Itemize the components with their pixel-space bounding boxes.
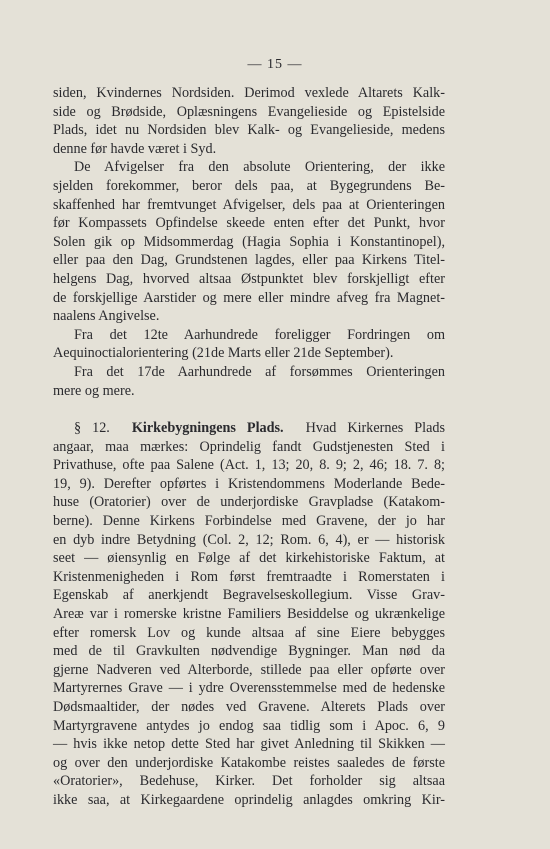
text-line: huse (Oratorier) over de underjordiske Gravpladse (Katakom-	[53, 494, 445, 511]
text-line: naalens Angivelse.	[53, 308, 160, 325]
text-line: de forskjellige Aarstider og mere eller mindre afveg fra Magnet-	[53, 289, 445, 306]
body-text	[53, 84, 445, 810]
page-number: — 15 —	[247, 57, 303, 72]
text-line: sjelden forekommer, beror dels paa, at Bygegrundens Be-	[53, 177, 445, 194]
text-line: siden, Kvindernes Nordsiden. Derimod vexlede Altarets Kalk-	[53, 85, 445, 101]
text-line: De Afvigelser fra den absolute Orientering, der ikke	[74, 159, 445, 176]
text-line: Aequinoctialorientering (21de Marts eller 21de September).	[53, 345, 394, 362]
text-line: Privathuse, ofte paa Salene (Act. 1, 13; 20, 8. 9; 2, 46; 18. 7. 8;	[53, 457, 445, 474]
text-line: Fra det 12te Aarhundrede foreligger Fordringen om	[74, 326, 445, 343]
text-line: denne før havde været i Syd.	[53, 140, 217, 157]
text-line: Fra det 17de Aarhundrede af forsømmes Orienteringen	[74, 363, 445, 380]
text-line: ikke saa, at Kirkegaardene oprindelig anlagdes omkring Kir-	[53, 791, 445, 808]
text-line: Martyrgravene antydes jo endog saa tidlig som i Apoc. 6, 9	[53, 717, 445, 734]
section-number: § 12.	[74, 420, 110, 437]
text-line: seet — øiensynlig en Følge af det kirkehistoriske Faktum, at	[53, 550, 445, 567]
text-line: gjerne Nadveren ved Alterborde, stillede paa eller opførte over	[53, 661, 445, 678]
text-line: berne). Denne Kirkens Forbindelse med Gravene, der jo har	[53, 513, 445, 530]
text-line: — hvis ikke netop dette Sted har givet Anledning til Skikken —	[53, 736, 445, 753]
section-heading: Kirkebygningens Plads.	[131, 420, 284, 437]
text-line: 19, 9). Derefter opførtes i Kristendommens Moderlande Bede-	[53, 475, 445, 492]
text-line: med de til Gravkulten nødvendige Bygninger. Man nød da	[53, 643, 445, 660]
text-line: efter romersk Lov og kunde altsaa af sine Eiere bebygges	[53, 624, 445, 641]
text-line: og over den underjordiske Katakombe reistes saaledes de første	[53, 754, 445, 771]
paragraph	[53, 84, 445, 158]
text-line: eller paa den Dag, Grundstenen lagdes, eller paa Kirkens Titel-	[53, 252, 445, 269]
text-line: helgens Dag, hvorved altsaa Østpunktet blev forskjelligt efter	[53, 270, 445, 287]
text-line: mere og mere.	[53, 382, 135, 399]
paragraph	[53, 326, 445, 363]
text-line: angaar, maa mærkes: Oprindelig fandt Gudstjenesten Sted i	[53, 438, 445, 455]
text-line: Solen gik op Midsommerdag (Hagia Sophia i Konstantinopel),	[53, 233, 445, 250]
text-line: Plads, idet nu Nordsiden blev Kalk- og Evangelieside, medens	[53, 122, 445, 139]
text-line: Martyrernes Grave — i ydre Overensstemmelse med de hedenske	[53, 680, 445, 697]
section-paragraph	[53, 419, 445, 809]
section-heading-line	[53, 419, 445, 438]
text-line: skaffenhed har fremtvunget Afvigelser, dels paa at Orienteringen	[53, 196, 445, 213]
text-line: en dyb indre Betydning (Col. 2, 12; Rom. 6, 4), er — historisk	[53, 531, 445, 548]
text-line: side og Brødside, Oplæsningens Evangelieside og Epistelside	[53, 103, 445, 120]
text-line: før Kompassets Opfindelse skeede enten efter det Punkt, hvor	[53, 215, 445, 232]
section-text-start: Hvad Kirkernes Plads	[305, 420, 446, 437]
paragraph	[53, 158, 445, 325]
paragraph	[53, 363, 445, 400]
text-line: «Oratorier», Bedehuse, Kirker. Det forholder sig altsaa	[53, 773, 445, 790]
text-line: Areæ var i romerske kristne Familiers Besiddelse og ukrænkelige	[53, 606, 445, 623]
text-line: Kristenmenigheden i Rom først fremtraadte i Romerstaten i	[53, 568, 445, 585]
text-line: Dødsmaaltider, der nødes ved Gravene. Alterets Plads over	[53, 699, 445, 715]
text-line: Egenskab af anerkjendt Begravelseskollegium. Visse Grav-	[53, 587, 445, 604]
